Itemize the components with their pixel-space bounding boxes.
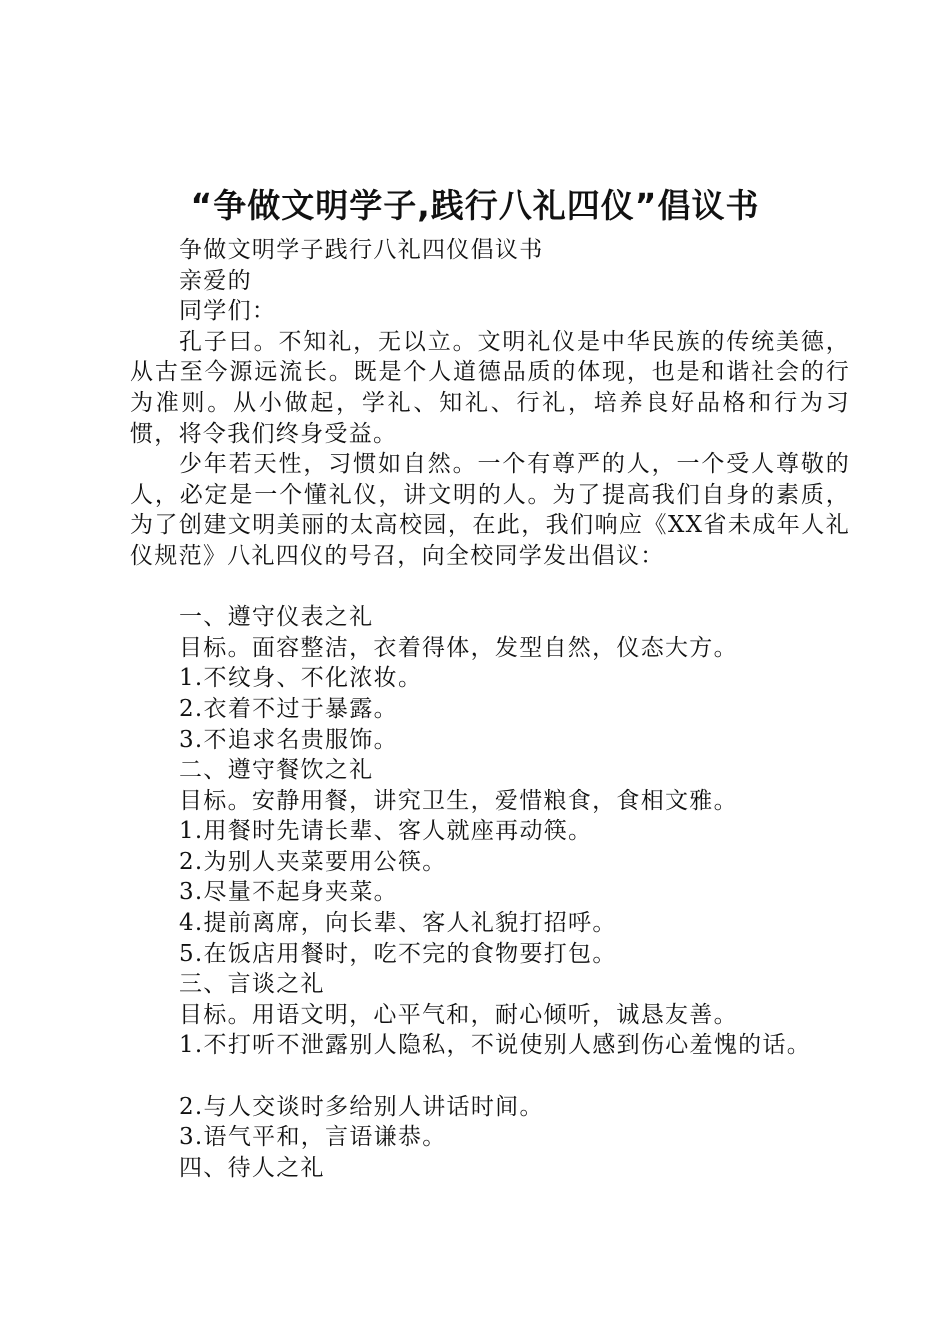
list-item: 2.为别人夹菜要用公筷。 — [179, 848, 447, 875]
salutation-line-2: 同学们： — [179, 298, 277, 325]
list-item: 3.不追求名贵服饰。 — [179, 726, 398, 753]
intro-paragraph: 孔子曰。不知礼，无以立。文明礼仪是中华民族的传统美德，从古至今源远流长。既是个人道德品质的体现，也是和谐社会的行为准则。从小做起，学礼、知礼、行礼，培养良好品格和行为习惯，将令我们终身受益。 — [130, 328, 850, 447]
section-heading: 四、待人之礼 — [179, 1154, 325, 1181]
list-item: 4.提前离席，向长辈、客人礼貌打招呼。 — [179, 910, 617, 937]
list-item: 1.用餐时先请长辈、客人就座再动筷。 — [179, 818, 593, 845]
section-heading: 二、遵守餐饮之礼 — [179, 757, 374, 784]
salutation-line-1: 亲爱的 — [179, 267, 252, 294]
section-goal: 目标。用语文明，心平气和，耐心倾听，诚恳友善。 — [179, 1001, 738, 1028]
list-item: 3.语气平和，言语谦恭。 — [179, 1124, 447, 1151]
list-item: 1.不打听不泄露别人隐私，不说使别人感到伤心羞愧的话。 — [179, 1032, 812, 1059]
document-title: “争做文明学子,践行八礼四仪”倡议书 — [190, 186, 760, 225]
list-item: 1.不纹身、不化浓妆。 — [179, 665, 423, 692]
blank-line — [130, 572, 850, 603]
list-item: 2.衣着不过于暴露。 — [179, 695, 398, 722]
section-heading: 三、言谈之礼 — [179, 971, 325, 998]
section-goal: 目标。面容整洁，衣着得体，发型自然，仪态大方。 — [179, 634, 738, 661]
section-heading: 一、遵守仪表之礼 — [179, 604, 374, 631]
document-body — [130, 235, 850, 1183]
list-item: 2.与人交谈时多给别人讲话时间。 — [179, 1093, 544, 1120]
document-subtitle: 争做文明学子践行八礼四仪倡议书 — [179, 237, 544, 263]
list-item: 3.尽量不起身夹菜。 — [179, 879, 398, 906]
section-goal: 目标。安静用餐，讲究卫生，爱惜粮食，食相文雅。 — [179, 787, 738, 814]
proposal-paragraph: 少年若天性，习惯如自然。一个有尊严的人，一个受人尊敬的人，必定是一个懂礼仪，讲文明的人。为了提高我们自身的素质，为了创建文明美丽的太高校园，在此，我们响应《XX省未成年人礼仪规范》八礼四仪的号召，向全校同学发出倡议： — [130, 451, 850, 569]
blank-line — [130, 1061, 850, 1092]
list-item: 5.在饭店用餐时，吃不完的食物要打包。 — [179, 940, 617, 967]
